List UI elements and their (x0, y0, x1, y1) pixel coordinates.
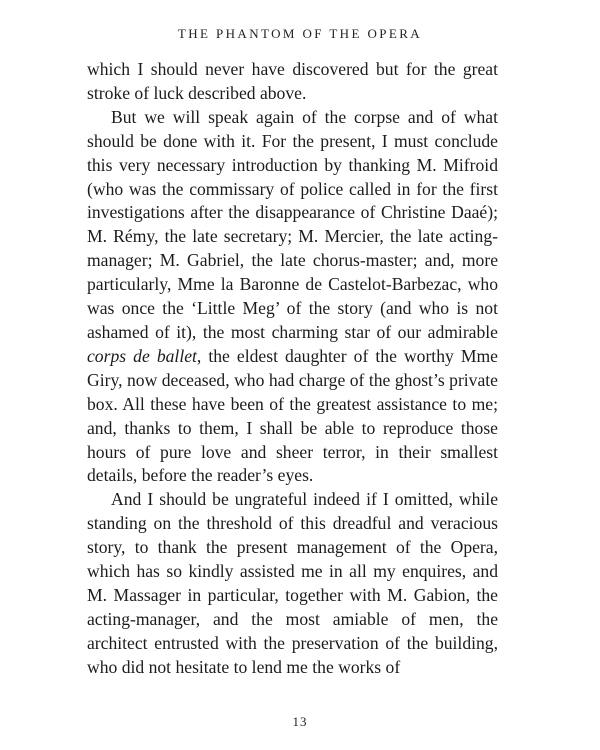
paragraph-text-part: , the eldest daughter of the worthy Mme Giry, now deceased, who had charge of the ghost’s private box. All these have been of the greatest assistance to me; and, thanks to them, I shall be able to reproduce those hours of pure love and sheer terror, in their smallest details, before the reader’s eyes. (87, 345, 498, 486)
italic-phrase: corps de ballet (87, 345, 197, 366)
page-number: 13 (292, 714, 308, 729)
paragraph-thanks-management: And I should be ungrateful indeed if I omitted, while standing on the threshold of this dreadful and veracious story, to thank the present management of the Opera, which has so kindly assisted me in all my enquires, and M. Massager in particular, together with M. Gabion, the acting-manager, and the most amiable of men, the architect entrusted with the preservation of the building, who did not hesitate to lend me the works of (87, 489, 498, 677)
running-head-title: THE PHANTOM OF THE OPERA (177, 26, 423, 41)
body-text (87, 58, 498, 680)
paragraph-text-part: But we will speak again of the corpse and of what should be done with it. For the present, I must conclude this very necessary introduction by thanking M. Mifroid (who was the commissary of police called in for the first investigations after the disappearance of Christine Daaé); M. Rémy, the late secretary; M. Mercier, the late acting-manager; M. Gabriel, the late chorus-master; and, more particularly, Mme la Baronne de Castelot-Barbezac, who was once the ‘Little Meg’ of the story (and who is not ashamed of it), the most charming star of our admirable (87, 106, 498, 342)
paragraph-acknowledgements (87, 106, 498, 489)
paragraph-continuation: which I should never have discovered but for the great stroke of luck described above. (87, 59, 498, 103)
